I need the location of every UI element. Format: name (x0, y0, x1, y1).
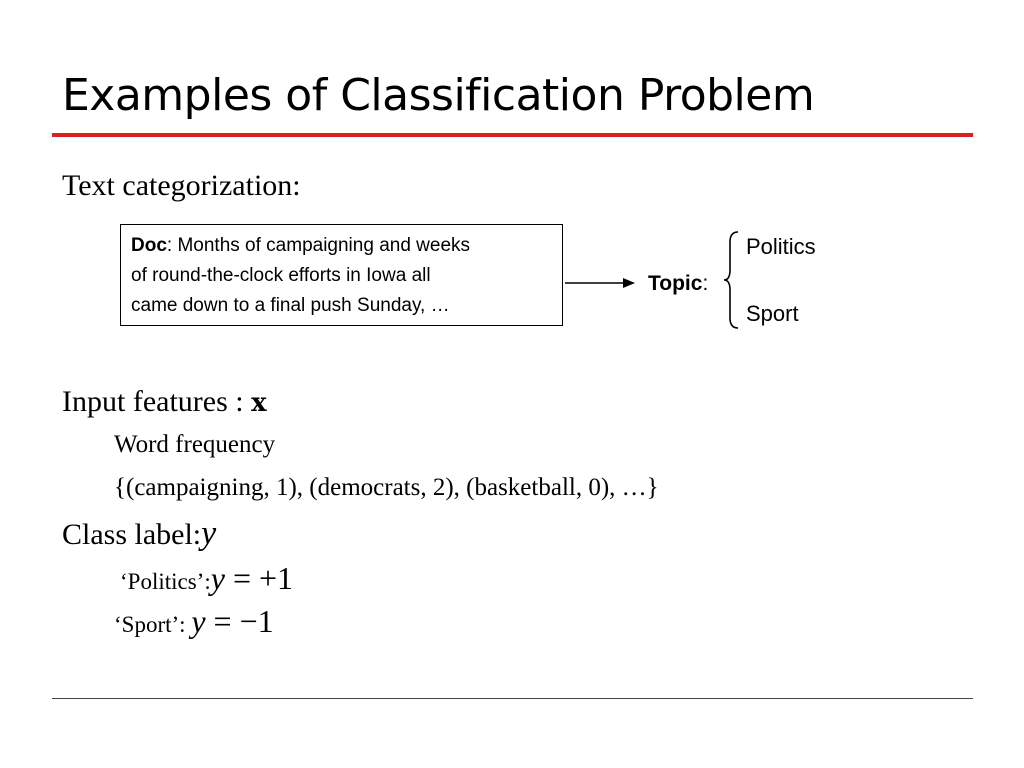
curly-brace-icon (722, 230, 742, 330)
doc-line-1: Doc: Months of campaigning and weeks (131, 235, 471, 256)
input-feature-item-1: Word frequency (114, 431, 276, 458)
footer-rule (52, 698, 973, 699)
topic-label: Topic (648, 272, 703, 295)
class-item-politics-eq: = +1 (224, 560, 294, 596)
section-heading: Text categorization: (62, 169, 301, 202)
input-feature-item-2: {(campaigning, 1), (democrats, 2), (basketball, 0), …} (114, 474, 659, 501)
topic-label-group: Topic: (648, 272, 709, 295)
class-item-politics-name: ‘Politics’: (120, 569, 211, 594)
class-label-heading (62, 516, 216, 553)
x-symbol: x (251, 388, 267, 418)
arrow-right-icon (565, 275, 635, 291)
y-symbol: y (201, 515, 217, 552)
doc-box (120, 224, 563, 326)
title-underline (52, 133, 973, 137)
input-features-heading (62, 384, 267, 421)
class-item-politics-y: y (210, 560, 225, 596)
class-item-sport-eq: = −1 (205, 603, 274, 639)
doc-text-1: Months of campaigning and weeks (177, 235, 471, 256)
class-item-politics (120, 560, 293, 600)
doc-line-3: came down to a final push Sunday, … (131, 295, 450, 316)
slide-title: Examples of Classification Problem (62, 70, 815, 121)
topic-option-politics: Politics (746, 234, 816, 259)
class-label-text: Class label: (62, 518, 202, 551)
input-features-label: Input features : (62, 385, 252, 418)
doc-line-2: of round-the-clock efforts in Iowa all (131, 265, 431, 286)
class-item-sport-y: y (191, 603, 206, 639)
topic-option-sport: Sport (746, 301, 799, 326)
class-item-sport (114, 603, 274, 643)
doc-label: Doc (131, 235, 167, 256)
class-item-sport-name: ‘Sport’: (114, 612, 192, 637)
